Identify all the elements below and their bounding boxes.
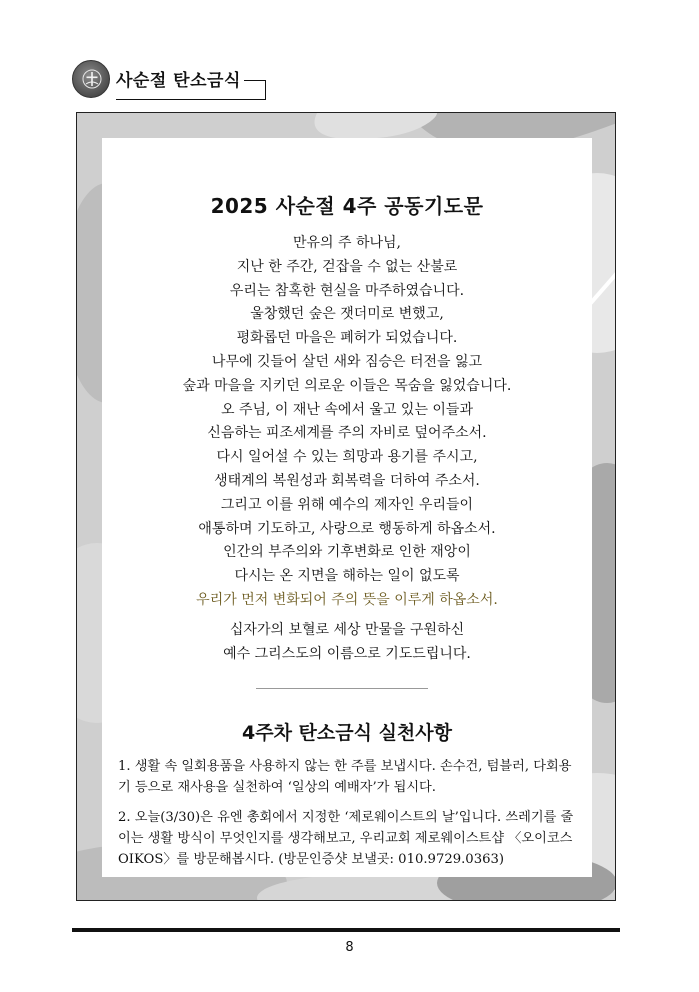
church-emblem-icon (72, 60, 110, 98)
prayer-line: 인간의 부주의와 기후변화로 인한 재앙이 (223, 544, 471, 561)
prayer-line: 오 주님, 이 재난 속에서 울고 있는 이들과 (221, 401, 473, 418)
prayer-line: 다시는 온 지면을 해하는 일이 없도록 (234, 568, 460, 585)
header-underline (116, 99, 266, 100)
prayer-line: 평화롭던 마을은 폐허가 되었습니다. (236, 330, 458, 347)
practice-title: 4주차 탄소금식 실천사항 (242, 722, 452, 744)
page-number: 8 (345, 940, 354, 955)
practice-item: 1. 생활 속 일회용품을 사용하지 않는 한 주를 보냅시다. 손수건, 텀블러, 다회용기 등으로 재사용을 실천하여 ‘일상의 예배자’가 됩시다. (118, 759, 572, 795)
prayer-line: 신음하는 피조세계를 주의 자비로 덮어주소서. (207, 425, 487, 442)
section-header (72, 60, 272, 102)
practice-item: 2. 오늘(3/30)은 유엔 총회에서 지정한 ‘제로웨이스트의 날’입니다. 쓰레기를 줄이는 생활 방식이 무엇인지를 생각해보고, 우리교회 제로웨이스트샵 〈오이코스OIKOS〉를 방문해봅시다. (방문인증샷 보낼곳: 010.9729.0363) (118, 810, 574, 867)
prayer-line: 생태계의 복원성과 회복력을 더하여 주소서. (214, 472, 480, 489)
prayer-line: 만유의 주 하나님, (292, 235, 402, 251)
prayer-line: 우리는 참혹한 현실을 마주하였습니다. (229, 282, 465, 299)
prayer-line: 울창했던 숲은 잿더미로 변했고, (250, 306, 444, 323)
prayer-line: 나무에 깃들어 살던 새와 짐승은 터전을 잃고 (211, 353, 483, 370)
section-title: 사순절 탄소금식 (116, 71, 241, 91)
prayer-body (102, 232, 592, 666)
content-frame (76, 112, 616, 901)
prayer-line: 예수 그리스도의 이름으로 기도드립니다. (223, 645, 471, 662)
footer-rule (72, 928, 620, 932)
prayer-line: 십자가의 보혈로 세상 만물을 구원하신 (229, 621, 465, 638)
prayer-line-highlighted: 우리가 먼저 변화되어 주의 뜻을 이루게 하옵소서. (196, 591, 498, 608)
header-rule-vertical (265, 80, 266, 100)
prayer-line: 숲과 마을을 지키던 의로운 이들은 목숨을 잃었습니다. (182, 377, 512, 394)
section-divider (256, 688, 428, 689)
prayer-line: 다시 일어설 수 있는 희망과 용기를 주시고, (216, 449, 478, 466)
header-rule (244, 80, 266, 81)
content-panel (102, 138, 592, 877)
practice-list (118, 756, 580, 879)
prayer-title: 2025 사순절 4주 공동기도문 (210, 194, 484, 218)
prayer-line: 애통하며 기도하고, 사랑으로 행동하게 하옵소서. (198, 520, 496, 537)
prayer-line: 그리고 이를 위해 예수의 제자인 우리들이 (220, 496, 474, 513)
prayer-line: 지난 한 주간, 걷잡을 수 없는 산불로 (236, 258, 458, 275)
